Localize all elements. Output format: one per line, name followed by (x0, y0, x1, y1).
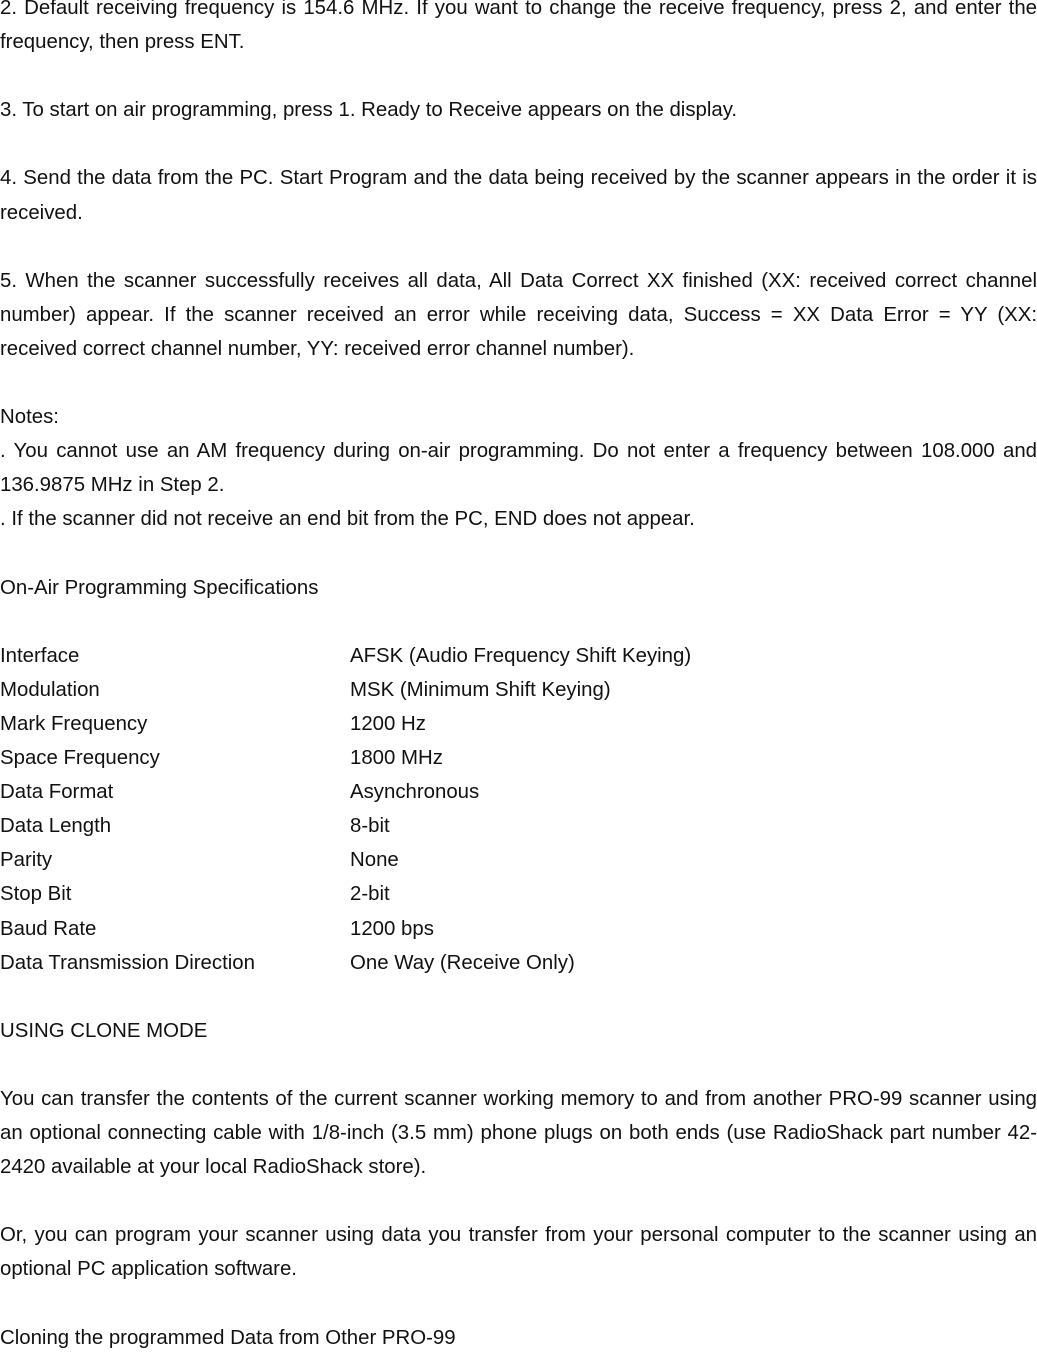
step-5-paragraph: 5. When the scanner successfully receives all data, All Data Correct XX finished (XX: received correct channel number) appear. If the scanner received an error while receiving data, Success = XX Data Error = YY (XX: received correct channel number, YY: received error channel number). (0, 269, 1037, 360)
spec-label: Data Format (0, 781, 114, 804)
spacer (0, 605, 1037, 639)
spec-value: One Way (Receive Only) (350, 951, 575, 974)
clone-mode-heading: USING CLONE MODE (0, 1019, 208, 1042)
spec-label: Stop Bit (0, 883, 72, 906)
spec-row (0, 639, 1037, 673)
step-4-paragraph: 4. Send the data from the PC. Start Program and the data being received by the scanner appears in the order it is received. (0, 167, 1037, 224)
spec-label: Parity (0, 849, 53, 872)
spec-value: None (350, 849, 399, 872)
spacer (0, 537, 1037, 571)
cloning-subheading: Cloning the programmed Data from Other PRO-99 (0, 1326, 456, 1349)
specs-table (0, 639, 1037, 980)
spec-row (0, 775, 1037, 809)
step-3-paragraph: 3. To start on air programming, press 1. Ready to Receive appears on the display. (0, 99, 738, 122)
spec-label: Data Transmission Direction (0, 951, 255, 974)
spec-row (0, 946, 1037, 980)
clone-paragraph-transfer: You can transfer the contents of the current scanner working memory to and from another PRO-99 scanner using an optional connecting cable with 1/8-inch (3.5 mm) phone plugs on both ends (use RadioShack part number 42-2420 available at your local RadioShack store). (0, 1088, 1037, 1179)
spec-value: 2-bit (350, 883, 390, 906)
spec-label: Baud Rate (0, 917, 97, 940)
note-am-frequency: . You cannot use an AM frequency during on-air programming. Do not enter a frequency between 108.000 and 136.9875 MHz in Step 2. (0, 440, 1037, 497)
spec-row (0, 809, 1037, 843)
spec-row (0, 912, 1037, 946)
spec-label: Mark Frequency (0, 712, 148, 735)
spec-row (0, 673, 1037, 707)
spec-row (0, 741, 1037, 775)
specs-heading: On-Air Programming Specifications (0, 576, 319, 599)
spacer (0, 980, 1037, 1014)
spacer (0, 1184, 1037, 1218)
spec-label: Interface (0, 644, 80, 667)
spacer (0, 230, 1037, 264)
spec-value: 1200 Hz (350, 712, 426, 735)
spec-label: Modulation (0, 678, 100, 701)
notes-heading: Notes: (0, 406, 59, 429)
spec-value: MSK (Minimum Shift Keying) (350, 678, 611, 701)
spec-row (0, 843, 1037, 877)
spacer (0, 127, 1037, 161)
note-end-bit: . If the scanner did not receive an end bit from the PC, END does not appear. (0, 508, 695, 531)
spec-value: 8-bit (350, 815, 390, 838)
spacer (0, 1287, 1037, 1321)
spacer (0, 1048, 1037, 1082)
step-2-paragraph: 2. Default receiving frequency is 154.6 MHz. If you want to change the receive frequency, press 2, and enter the frequency, then press ENT. (0, 0, 1037, 54)
spec-value: Asynchronous (350, 781, 480, 804)
spec-row (0, 707, 1037, 741)
spacer (0, 59, 1037, 93)
spacer (0, 366, 1037, 400)
spec-value: 1200 bps (350, 917, 434, 940)
spec-row (0, 877, 1037, 911)
spec-label: Space Frequency (0, 747, 160, 770)
clone-paragraph-pc: Or, you can program your scanner using data you transfer from your personal computer to the scanner using an optional PC application software. (0, 1224, 1037, 1281)
spec-label: Data Length (0, 815, 112, 838)
spec-value: 1800 MHz (350, 747, 443, 770)
spec-value: AFSK (Audio Frequency Shift Keying) (350, 644, 692, 667)
